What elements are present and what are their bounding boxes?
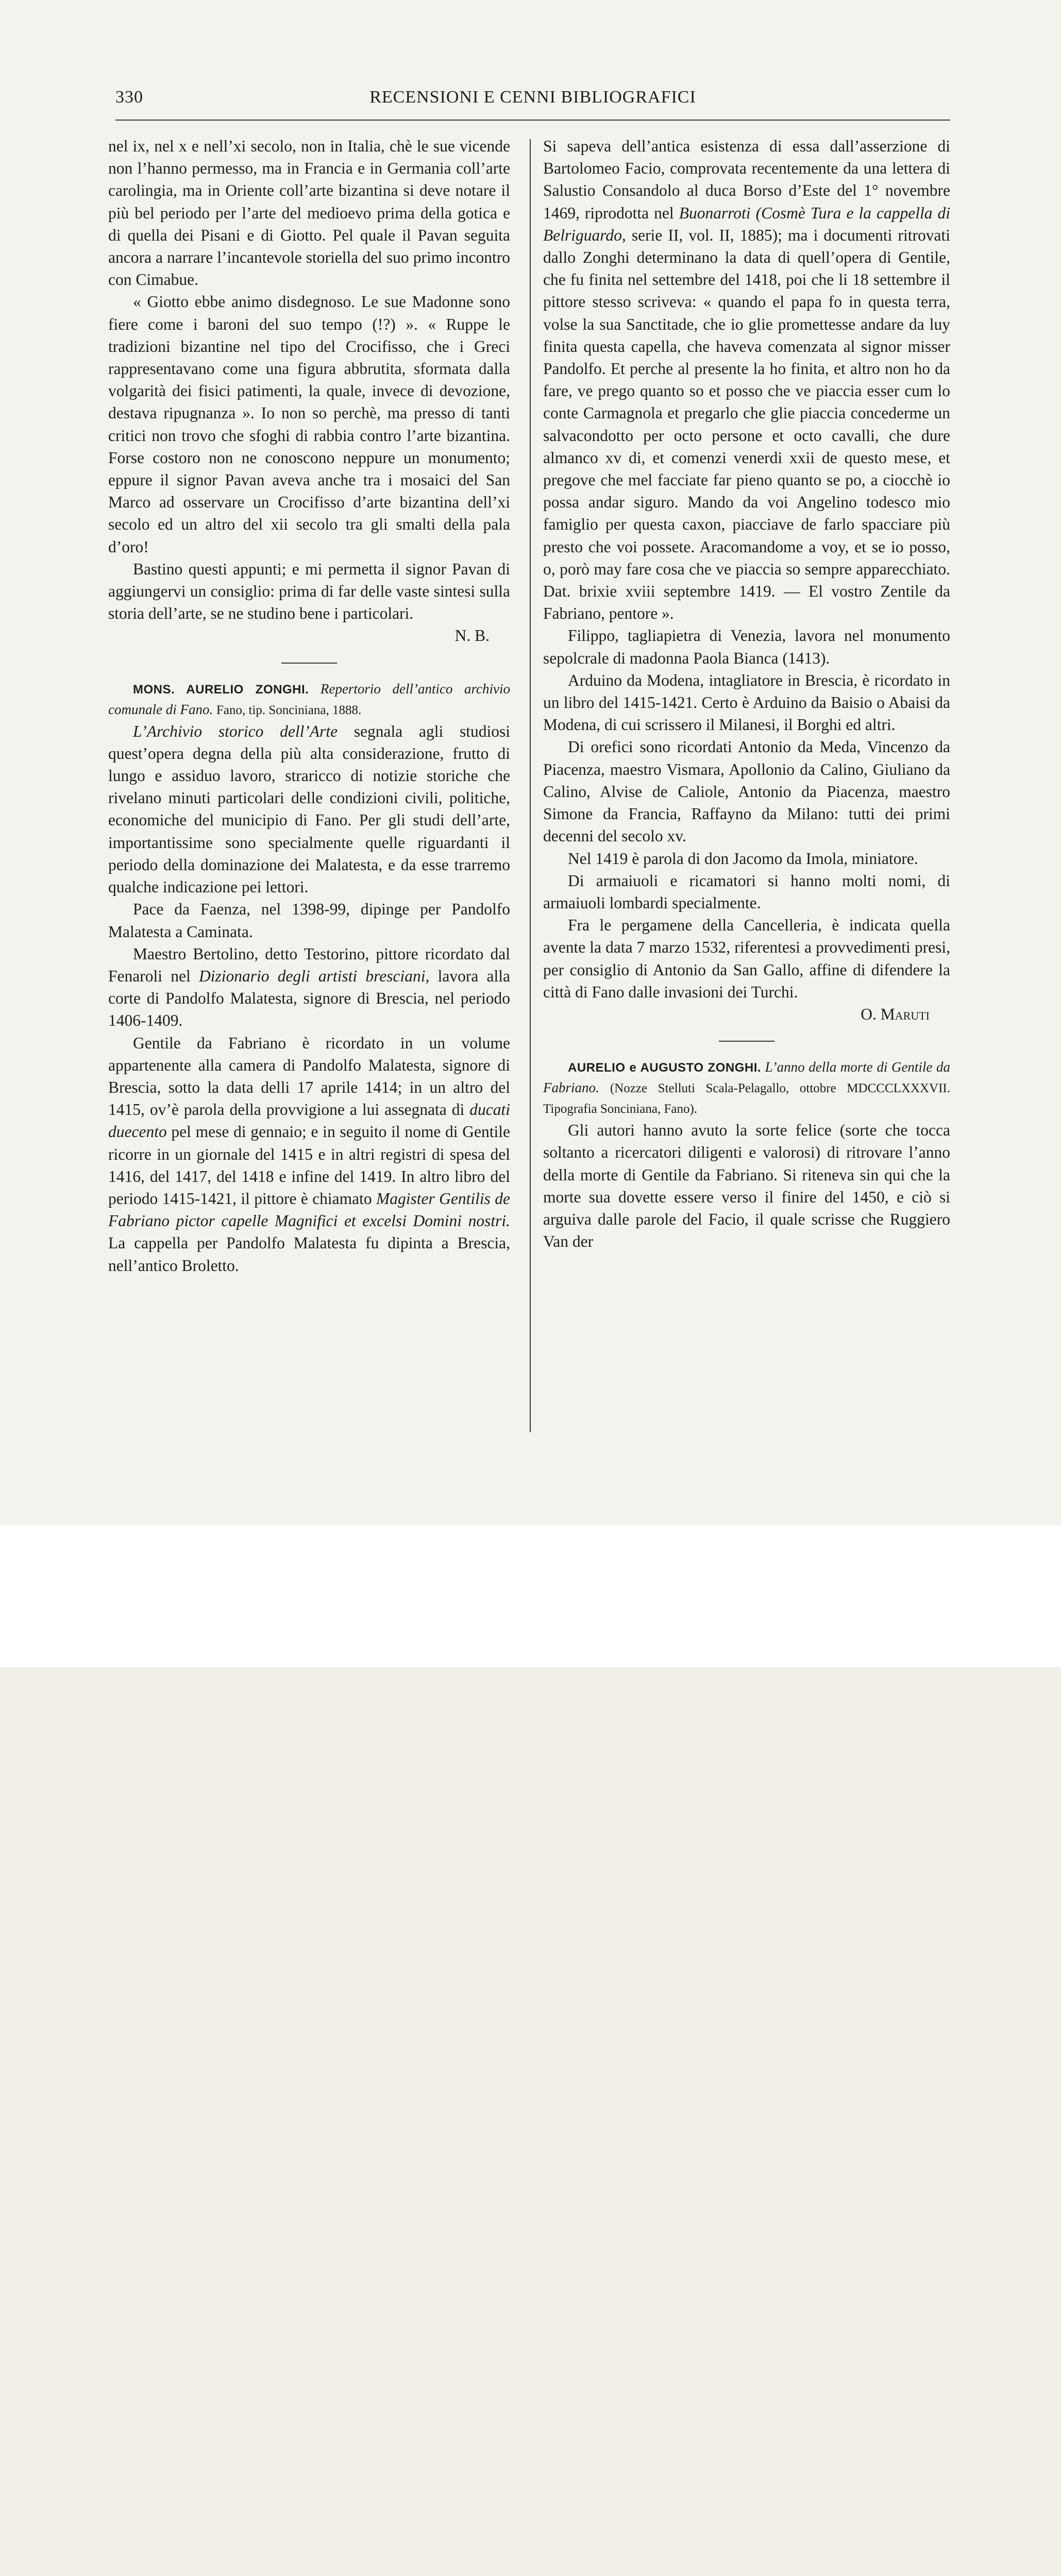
review-author: AURELIO e AUGUSTO ZONGHI. — [568, 1061, 762, 1075]
review-title: L’anno della morte di Gentile da Fabriano. — [543, 1059, 950, 1096]
italic-text: Buonarroti (Cosmè Tura e la cappella di Belriguardo, — [543, 204, 951, 244]
header-rule — [115, 120, 950, 121]
review-author: MONS. AURELIO ZONGHI. — [133, 682, 309, 697]
paragraph — [108, 1032, 510, 1277]
review-heading — [108, 679, 510, 720]
review-heading — [543, 1057, 950, 1119]
paragraph: Nel 1419 è parola di don Jacomo da Imola, miniatore. — [568, 849, 918, 868]
section-divider — [281, 663, 337, 664]
paragraph: Di orefici sono ricordati Antonio da Meda, Vincenzo da Piacenza, maestro Vismara, Apollonio da Calino, Giuliano da Calino, Alvise de Caliole, Antonio da Piacenza, maestro Simone da Francia, Raffayno da Milano: tutti dei primi decenni del secolo xv. — [543, 738, 950, 845]
page-header — [115, 88, 950, 118]
signature: O. Maruti — [861, 1005, 930, 1023]
paragraph-text: lavora alla corte di Pandolfo Malatesta, signore di Brescia, nel periodo 1406-1409. — [108, 967, 510, 1030]
paragraph-text: Si sapeva dell’antica esistenza di essa dall’asserzione di Bartolomeo Facio, comprovata recentemente da una lettera di Salustio Consandolo al duca Borso d’Este del 1° novembre 1469, riprodotta nel — [543, 137, 950, 222]
section-divider — [719, 1041, 774, 1042]
paragraph: Gli autori hanno avuto la sorte felice (sorte che tocca soltanto a ricercatori diligenti e valorosi) di ritrovare l’anno della morte di Gentile da Fabriano. Si riteneva sin qui che la morte sua dovette essere verso il finire del 1450, e ciò si arguiva dalle parole del Facio, il quale scrisse che Ruggiero Van der — [543, 1121, 950, 1251]
review-publication: Fano, tip. Sonciniana, 1888. — [216, 703, 362, 717]
column-divider — [530, 139, 531, 1432]
paragraph-text: segnala agli studiosi quest’opera degna della più alta considerazione, frutto di lungo e assiduo lavoro, straricco di notizie storiche che rivelano minuti particolari delle condizioni civili, politiche, economiche del municipio di Fano. Per gli studi dell’arte, importantissime sono specialmente quelle riguardanti il periodo della dominazione dei Malatesta, e da esse trarremo qualche indicazione pei lettori. — [108, 722, 510, 896]
paragraph — [108, 943, 510, 1032]
right-column — [543, 135, 950, 1252]
paragraph: Di armaiuoli e ricamatori si hanno molti nomi, di armaiuoli lombardi specialmente. — [543, 871, 950, 912]
review-publication: (Nozze Stelluti Scala-Pelagallo, ottobre MDCCCLXXXVII. Tipografia Sonciniana, Fano). — [543, 1081, 951, 1116]
paragraph — [543, 135, 950, 624]
paragraph: Pace da Faenza, nel 1398-99, dipinge per Pandolfo Malatesta a Caminata. — [108, 900, 510, 941]
paragraph-text: Gentile da Fabriano è ricordato in un volume appartenente alla camera di Pandolfo Malatesta, signore di Brescia, sotto la data delli 17 aprile 1414; in un altro del 1415, ov’è parola della provvigione a lui assegnata di — [108, 1033, 510, 1119]
italic-text: ducati duecento — [108, 1100, 510, 1141]
paragraph-text: serie II, vol. II, 1885); ma i documenti ritrovati dallo Zonghi determinano la data di quell’opera di Gentile, che fu finita nel settembre del 1418, poi che li 18 settembre il pittore stesso scriveva: « quando el papa fo in questa terra, volse la sua Sanctitade, che io glie promettesse andare da luy finita questa capella, che haveva comenzata al signor misser Pandolfo. Et perche al presente la ho finita, et altro non ho da fare, ve prego quanto so et posso che ve piaccia esser cum lo conte Carmagnola et pregarlo che glie piaccia concederme un salvacondotto per octo persone et octo cavalli, che dure almanco xv di, et comenzi venerdi xxii de questo mese, et pregove che mel facciate far pieno quanto se po, a ciocchè io possa andar siguro. Mando da voi Angelino todesco mio famiglio per questa caxon, piacciave de farlo spacciare più presto che voi possete. Aracomandome a voy, et se io posso, o, porò may fare cosa che ve piaccia so sempre apparecchiato. Dat. brixie xviii septembre 1419. — El vostro Zentile da Fabriano, pentore ». — [543, 226, 950, 623]
italic-text: Magister Gentilis de Fabriano pictor capelle Magnifici et excelsi Domini nostri. — [108, 1189, 511, 1230]
running-head: RECENSIONI E CENNI BIBLIOGRAFICI — [369, 88, 696, 107]
paragraph: Filippo, tagliapietra di Venezia, lavora nel monumento sepolcrale di madonna Paola Bianca (1413). — [543, 626, 950, 667]
page-number: 330 — [115, 88, 143, 107]
italic-text: L’Archivio storico dell’Arte — [133, 722, 338, 740]
paragraph-text: Maestro Bertolino, detto Testorino, pittore ricordato dal Fenaroli nel — [108, 944, 510, 985]
paragraph: nel ix, nel x e nell’xi secolo, non in Italia, chè le sue vicende non l’hanno permesso, ma in Francia e in Germania coll’arte carolingia, ma in Oriente coll’arte bizantina si deve notare il più bel periodo per l’arte del medioevo prima della gotica e di quella dei Pisani e di Giotto. Pel quale il Pavan seguita ancora a narrare l’incantevole storiella del suo primo incontro con Cimabue. — [108, 137, 510, 289]
italic-text: Dizionario degli artisti bresciani, — [198, 967, 430, 985]
paragraph — [108, 720, 510, 899]
paragraph-text: pel mese di gennaio; e in seguito il nome di Gentile ricorre in un giornale del 1415 e in altri registri di spesa del 1416, del 1417, del 1418 e infine del 1419. In altro libro del periodo 1415-1421, il pittore è chiamato — [108, 1123, 510, 1208]
paragraph: Arduino da Modena, intagliatore in Brescia, è ricordato in un libro del 1415-1421. Certo è Arduino da Baisio o Abaisi da Modena, di cui scrissero il Milanesi, il Borghi ed altri. — [543, 671, 950, 734]
paragraph: « Giotto ebbe animo disdegnoso. Le sue Madonne sono fiere come i baroni del suo tempo (!?) ». « Ruppe le tradizioni bizantine nel tipo del Crocifisso, che i Greci rappresentavano come una figura abbrutita, sformata dalla volgarità dei fisici patimenti, la quale, invece di devozione, destava ripugnanza ». Io non so perchè, ma presso di tanti critici non trovo che sfoghi di rabbia contro l’arte bizantina. Forse costoro non ne conoscono neppure un monumento; eppure il signor Pavan aveva anche tra i mosaici del San Marco ad osservare un Crocifisso d’arte bizantina dell’xi secolo ed un altro del xii secolo tra gli smalti della pala d’oro! — [108, 293, 510, 556]
left-column — [108, 135, 510, 1277]
paragraph: Bastino questi appunti; e mi permetta il signor Pavan di aggiungervi un consiglio: prima di far delle vaste sintesi sulla storia dell’arte, se ne studino bene i particolari. — [108, 560, 510, 623]
digitization-footer — [0, 1525, 1061, 1667]
paragraph: Fra le pergamene della Cancelleria, è indicata quella avente la data 7 marzo 1532, riferentesi a provvedimenti presi, per consiglio di Antonio da San Gallo, affine di difendere la città di Fano dalle invasioni dei Turchi. — [543, 916, 950, 1001]
review-title: Repertorio dell’antico archivio comunale di Fano. — [108, 681, 510, 717]
signature: N. B. — [454, 626, 490, 645]
paragraph-text: La cappella per Pandolfo Malatesta fu dipinta a Brescia, nell’antico Broletto. — [108, 1234, 510, 1275]
